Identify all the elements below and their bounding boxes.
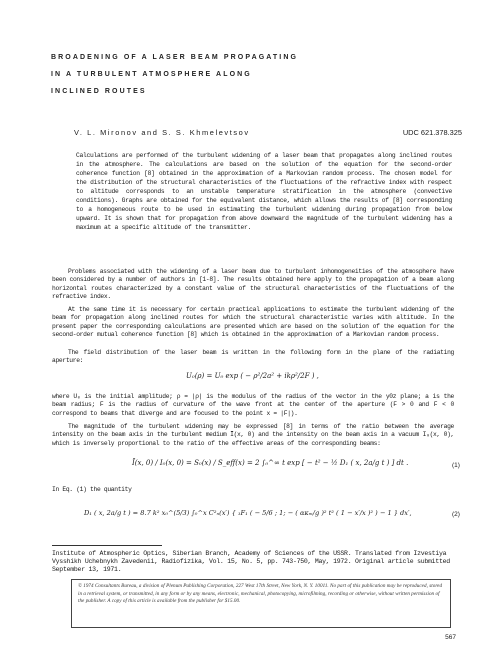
authors: V. L. Mironov and S. S. Khmelevtsov — [74, 128, 250, 137]
paragraph-intro: Problems associated with the widening of a laser beam due to turbulent inhomogeneities of the atmosphere have been considered by a number of authors in [1-8]. The results obtained here apply to the propagation of a beam along horizontal routes characterized by a constant value of the structural characteristics of the fluctuations of the refractive index. — [52, 268, 454, 301]
udc-code: UDC 621.378.325 — [402, 128, 462, 137]
abstract: Calculations are performed of the turbulent widening of a laser beam that propagates along inclined routes in the atmosphere. The calculations are based on the solution of the equation for the second-order coherence function [8] obtained in the approximation of a Markovian random process. The chosen model for the distribution of the structural characteristics of the fluctuations of the refractive index with respect to altitude corresponds to an unstable temperature stratification in the atmosphere (convective conditions). Graphs are obtained for the equivalent distance, which allows the results of [8] corresponding to a homogeneous route to be used in estimating the turbulent widening during propagation from below upward. It is shown that for propagation from above downward the magnitude of the turbulent widening has a maximum at a specific altitude of the transmitter. — [76, 152, 452, 232]
paragraph-field-distribution: The field distribution of the laser beam is written in the following form in the plane of the radiating aperture: — [52, 349, 454, 365]
paragraph-turbulent-magnitude: The magnitude of the turbulent widening may be expressed [8] in terms of the ratio between the average intensity on the beam axis in the turbulent medium Ī(x, 0) and the intensity on the beam axis in a vacuum I₀(x, 0), which is inversely proportional to the ratio of the effective areas of the corresponding beams: — [52, 423, 454, 447]
copyright-box — [71, 579, 451, 628]
footnote-affiliation: Institute of Atmospheric Optics, Siberian Branch, Academy of Sciences of the USSR. Translated from Izvestiya Vysshikh Uchebnykh Zavedenii, Radiofizika, Vol. 15, No. 5, pp. 743-750, May, 1972. Original article submitted September 13, 1971. — [52, 550, 450, 574]
equation-1-number: (1) — [452, 462, 460, 469]
equation-2: D₁ ( x, 2a/g t ) = 8.7 k² x₀^(5/3) ∫₀^x C²ₙ(x′) { ₁F₁ ( − 5/6 ; 1; − ( ακₘ/g )² t² ( 1 − x′/x )² ) − 1 } dx′, — [84, 509, 412, 517]
title-line-2: IN A TURBULENT ATMOSPHERE ALONG — [51, 71, 252, 78]
equation-1: Ī(x, 0) / I₀(x, 0) = S₀(x) / S_eff(x) = 2 ∫₀^∞ t exp [ − t² − ½ D₁ ( x, 2a/g t ) ] dt . — [132, 459, 409, 467]
title-line-3: INCLINED ROUTES — [51, 88, 147, 95]
paragraph-definitions: where U₀ is the initial amplitude; ρ = |ρ| is the modulus of the radius of the vector in the y0z plane; a is the beam radius; F is the radius of curvature of the wave front at the center of the aperture (F > 0 and F < 0 correspond to beams that diverge and are focused to the point x = |F|). — [52, 393, 454, 417]
paragraph-inclined-routes: At the same time it is necessary for certain practical applications to estimate the turbulent widening of the beam for propagation along inclined routes for which the structural characteristic varies with altitude. In the present paper the corresponding calculations are presented which are based on the solution of the equation for the second-order mutual coherence function [8] which is obtained in the approximation of a Markovian random process. — [52, 306, 454, 339]
equation-2-number: (2) — [452, 511, 460, 518]
page-number: 567 — [445, 634, 456, 641]
title-line-1: BROADENING OF A LASER BEAM PROPAGATING — [51, 54, 299, 61]
equation-field-distribution: U₀(ρ) = U₀ exp ( − ρ²/2a² + ikρ²/2F ) , — [186, 372, 319, 380]
text-in-eq1: In Eq. (1) the quantity — [52, 486, 132, 493]
footnote-rule — [52, 545, 162, 546]
copyright-notice: © 1974 Consultants Bureau, a division of Plenum Publishing Corporation, 227 West 17th Street, New York, N. Y. 10011. No part of this publication may be reproduced, stored in a retrieval system, or transmitted, in any form or by any means, electronic, mechanical, photocopying, microfilming, recording or otherwise, without written permission of the publisher. A copy of this article is available from the publisher for $15.00. — [78, 583, 443, 604]
